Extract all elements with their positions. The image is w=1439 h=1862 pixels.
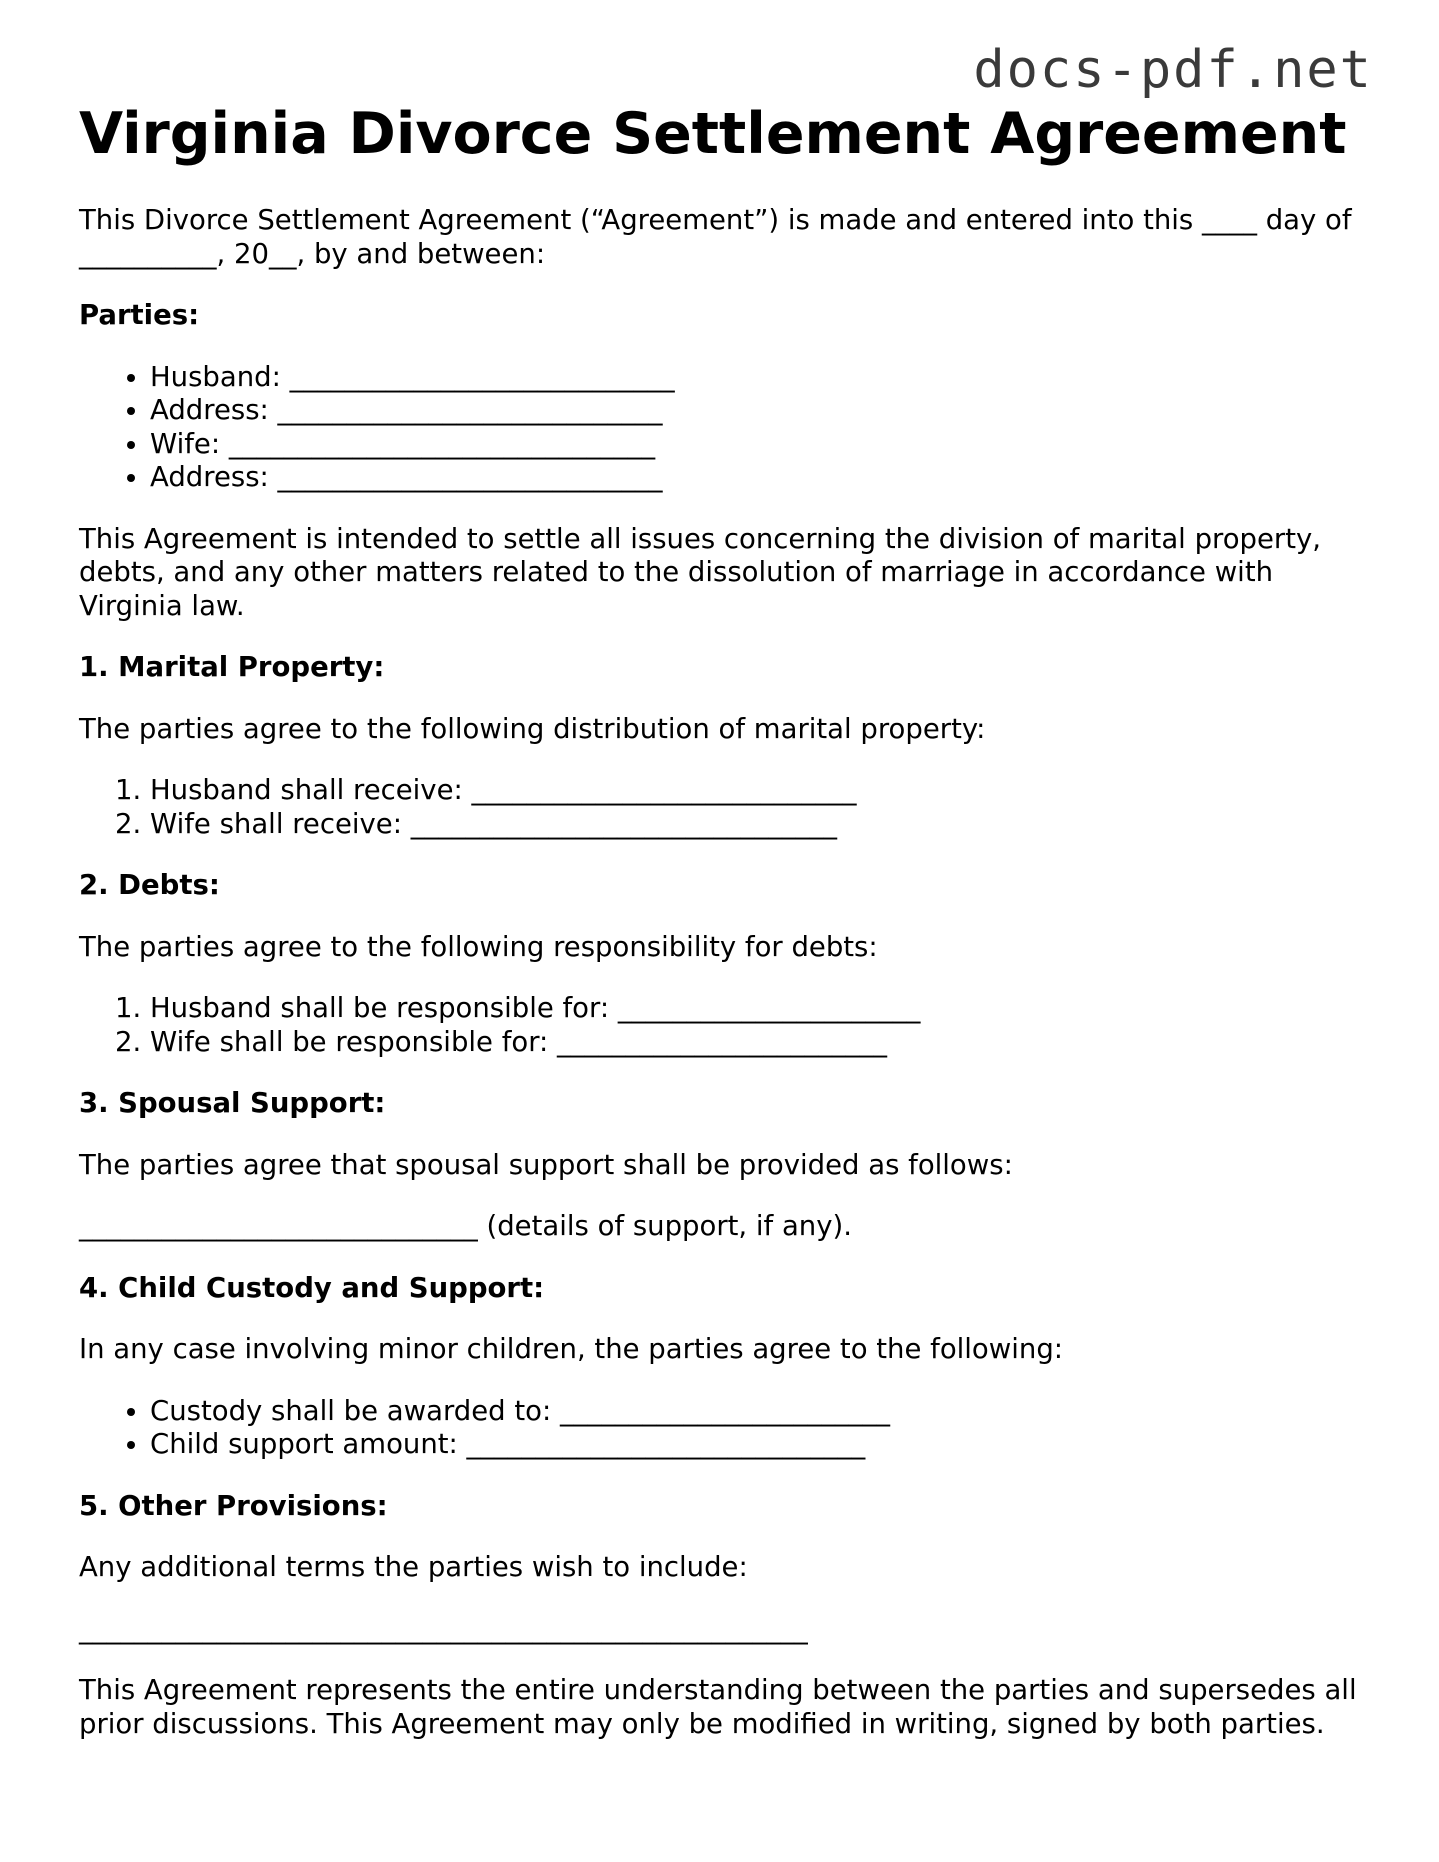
document-title: Virginia Divorce Settlement Agreement [79,101,1347,167]
closing-paragraph: This Agreement represents the entire understanding between the parties and supersedes all prior discussions. This Agreement may only be modified in writing, signed by both parties. [79,1674,1357,1740]
document-body [79,204,1369,1769]
marital-property-husband: 1. Husband shall receive: ____________________________ [150,774,1369,808]
debts-husband: 1. Husband shall be responsible for: ______________________ [150,992,1369,1026]
intro-paragraph: This Divorce Settlement Agreement (“Agreement”) is made and entered into this ____ day of __________, 20__, by and between: [79,204,1352,270]
other-provisions-heading: 5. Other Provisions: [79,1489,388,1522]
marital-property-list [79,774,1369,841]
party-wife-address: • Address: ____________________________ [150,461,1369,495]
other-provisions-text: Any additional terms the parties wish to include: [79,1551,748,1583]
child-custody-heading: 4. Child Custody and Support: [79,1271,545,1304]
marital-property-wife: 2. Wife shall receive: _______________________________ [150,808,1369,842]
marital-property-heading: 1. Marital Property: [79,651,385,683]
debts-text: The parties agree to the following responsibility for debts: [79,930,878,963]
party-wife: • Wife: _______________________________ [150,428,1369,462]
spousal-support-text: The parties agree that spousal support shall be provided as follows: [79,1148,1013,1181]
parties-heading: Parties: [79,299,200,331]
child-custody-list [79,1395,1369,1462]
debts-heading: 2. Debts: [79,869,220,901]
other-provisions-line: _____________________________________________________ [79,1612,808,1645]
watermark: docs-pdf.net [973,40,1373,100]
marital-property-text: The parties agree to the following distribution of marital property: [79,712,986,745]
party-husband: • Husband: ____________________________ [150,361,1369,395]
debts-wife: 2. Wife shall be responsible for: ________________________ [150,1026,1369,1060]
custody-awarded: • Custody shall be awarded to: ________________________ [150,1395,1369,1429]
parties-list [79,361,1369,495]
child-custody-text: In any case involving minor children, the parties agree to the following: [79,1333,1064,1365]
spousal-support-heading: 3. Spousal Support: [79,1087,386,1119]
purpose-paragraph: This Agreement is intended to settle all issues concerning the division of marital property, debts, and any other matters related to the dissolution of marriage in accordance with Virginia law. [79,522,1322,622]
party-husband-address: • Address: ____________________________ [150,394,1369,428]
spousal-support-detail: _____________________________ (details of support, if any). [79,1210,852,1242]
debts-list [79,992,1369,1059]
child-support-amount: • Child support amount: _____________________________ [150,1428,1369,1462]
